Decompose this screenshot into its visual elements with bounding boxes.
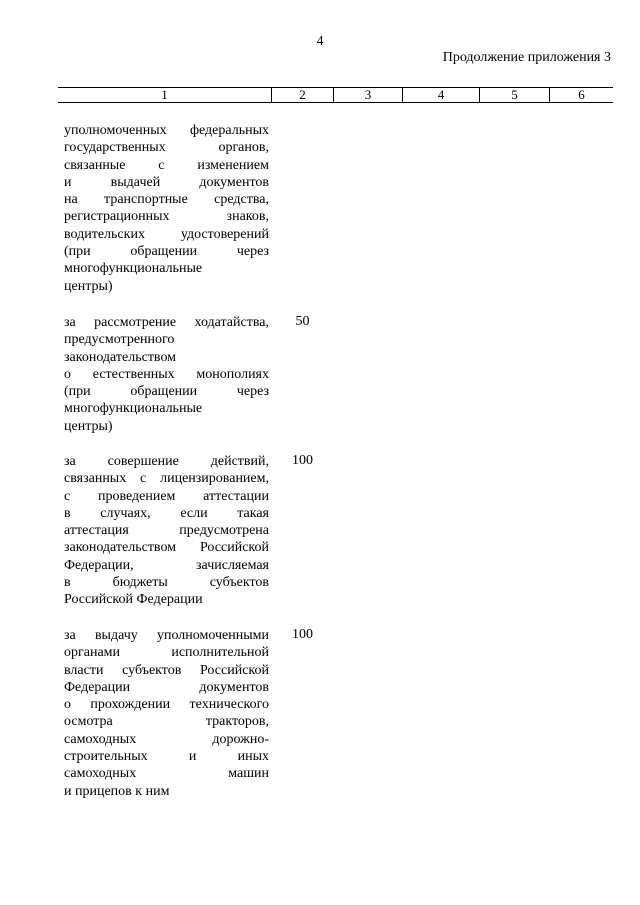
entry-line: связанных с лицензированием, bbox=[64, 471, 269, 487]
continuation-title: Продолжение приложения 3 bbox=[442, 50, 611, 65]
table-header-row bbox=[58, 87, 613, 103]
entry-line: связанные с изменением bbox=[64, 157, 269, 173]
entry-line: Российской Федерации bbox=[64, 592, 203, 608]
column-header-1: 1 bbox=[161, 87, 168, 102]
entry-line: предусмотренного bbox=[64, 332, 175, 348]
entry-line: за рассмотрение ходатайства, bbox=[64, 315, 269, 330]
entry-line: Федерации документов bbox=[64, 679, 269, 695]
entry-line: (при обращении через bbox=[64, 244, 269, 260]
table-row-entry-3 bbox=[64, 453, 269, 609]
entry-line: самоходных машин bbox=[64, 766, 269, 782]
entry-line: законодательством bbox=[64, 349, 177, 365]
fee-amount: 100 bbox=[292, 453, 313, 468]
entry-line: (при обращении через bbox=[64, 384, 269, 400]
entry-line: за совершение действий, bbox=[64, 454, 269, 469]
fee-amount: 50 bbox=[295, 314, 310, 329]
entry-line: о естественных монополиях bbox=[64, 366, 269, 382]
entry-line: регистрационных знаков, bbox=[64, 209, 269, 225]
entry-line: аттестация предусмотрена bbox=[64, 523, 269, 539]
entry-line: и прицепов к ним bbox=[64, 783, 170, 799]
page-number: 4 bbox=[316, 34, 324, 49]
entry-line: в бюджеты субъектов bbox=[64, 575, 269, 591]
entry-line: в случаях, если такая bbox=[64, 505, 269, 521]
entry-line: за выдачу уполномоченными bbox=[64, 628, 269, 643]
entry-line: центры) bbox=[64, 278, 113, 294]
entry-line: законодательством Российской bbox=[64, 540, 269, 556]
entry-line: Федерации, зачисляемая bbox=[64, 557, 269, 573]
entry-line: строительных и иных bbox=[64, 749, 269, 765]
entry-line: органами исполнительной bbox=[64, 645, 269, 661]
column-header-5: 5 bbox=[479, 88, 549, 102]
entry-line: водительских удостоверений bbox=[64, 226, 269, 242]
entry-line: уполномоченных федеральных bbox=[64, 123, 269, 138]
entry-line: о прохождении технического bbox=[64, 697, 269, 713]
fee-amount: 100 bbox=[292, 627, 313, 642]
column-header-6: 6 bbox=[549, 88, 613, 102]
entry-line: самоходных дорожно- bbox=[64, 731, 269, 747]
entry-line: многофункциональные bbox=[64, 401, 203, 417]
entry-line: государственных органов, bbox=[64, 140, 269, 156]
table-row-entry-2 bbox=[64, 314, 269, 435]
table-row-entry-1 bbox=[64, 122, 269, 295]
entry-line: центры) bbox=[64, 418, 113, 434]
table-row-entry-4 bbox=[64, 627, 269, 800]
entry-line: многофункциональные bbox=[64, 261, 203, 277]
entry-line: власти субъектов Российской bbox=[64, 662, 269, 678]
column-header-4: 4 bbox=[402, 88, 479, 102]
column-header-3: 3 bbox=[333, 88, 402, 102]
entry-line: с проведением аттестации bbox=[64, 488, 269, 504]
entry-line: на транспортные средства, bbox=[64, 192, 269, 208]
entry-line: осмотра тракторов, bbox=[64, 714, 269, 730]
column-header-2: 2 bbox=[271, 88, 333, 102]
entry-line: и выдачей документов bbox=[64, 174, 269, 190]
